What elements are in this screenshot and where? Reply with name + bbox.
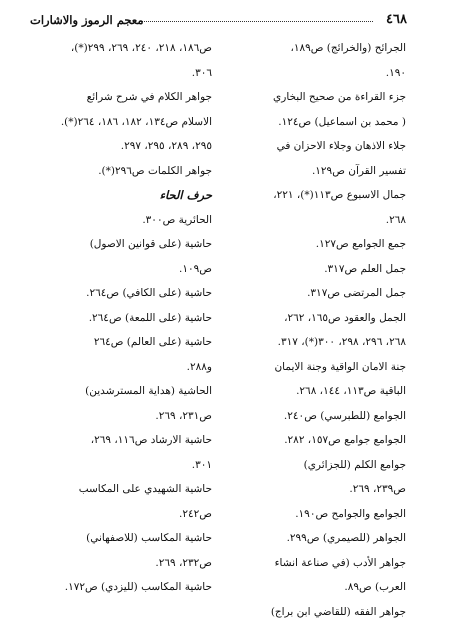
index-line: الجمل والعقود ص١٦٥، ٢٦٢، xyxy=(284,311,406,324)
index-line: ٢٩٥، ٢٨٩، ٢٩٥، ٢٩٧. xyxy=(120,140,212,152)
index-line: حاشية (على قوانين الاصول) xyxy=(89,238,212,250)
index-line: تفسير القرآن ص١٢٩. xyxy=(311,164,406,177)
index-line: جواهر الفقه (للقاضي ابن براج) xyxy=(270,605,406,618)
index-line: جمل العلم ص٣١٧. xyxy=(324,262,406,275)
index-line: حاشية (على اللمعة) ص٢٦٤. xyxy=(88,311,212,324)
running-title: معجم الرموز والاشارات xyxy=(30,13,144,27)
index-line: ٣٠٦. xyxy=(191,66,212,79)
index-line: ( محمد بن اسماعيل) ص١٢٤. xyxy=(278,115,406,128)
index-line: ٣٠١. xyxy=(191,458,212,471)
index-line: و٢٨٨. xyxy=(186,360,212,373)
index-line: جزء القراءة من صحيح البخاري xyxy=(273,91,406,103)
index-line: جنة الامان الواقية وجنة الايمان xyxy=(274,360,406,373)
index-line: ٢٦٨، ٢٩٦، ٢٩٨، ٣٠٠(*)، ٣١٧. xyxy=(277,336,406,348)
index-line: جمال الاسبوع ص١١٣(*)، ٢٢١، xyxy=(273,189,406,201)
index-line: ص٢٣٩، ٢٦٩. xyxy=(349,483,406,495)
index-line: جواهر الأدب (في صناعة انشاء xyxy=(274,556,406,569)
index-line: حاشية الارشاد ص١١٦، ٢٦٩، xyxy=(90,434,212,446)
index-line: العرب) ص٨٩. xyxy=(344,581,406,593)
page-number: ٤٦٨ xyxy=(386,12,407,27)
index-line: الجواهر (للصيمري) ص٢٩٩. xyxy=(286,532,406,544)
index-line: ٢٦٨. xyxy=(385,213,406,226)
index-line: الباقية ص١١٣، ١٤٤، ٢٦٨. xyxy=(296,385,406,397)
index-line: الحاشية (هداية المسترشدين) xyxy=(85,385,212,397)
index-line: الجوامع جوامع ص١٥٧، ٢٨٢. xyxy=(284,434,406,446)
index-line: ص١٨٦، ٢١٨، ٢٤٠، ٢٦٩، ٢٩٩(*)، xyxy=(70,42,212,54)
index-line: ص٢٤٢. xyxy=(179,507,212,520)
index-line: الجوامع والجوامح ص١٩٠. xyxy=(295,507,406,520)
index-line: جلاء الاذهان وجلاء الاحزان في xyxy=(276,140,406,152)
page-header xyxy=(30,12,407,28)
index-line: حاشية المكاسب (لليزدي) ص١٧٢. xyxy=(64,581,212,593)
index-line: الاسلام ص١٣٤، ١٨٢، ١٨٦، ٢٦٤(*). xyxy=(60,115,212,128)
index-line: ص١٠٩. xyxy=(179,262,212,275)
index-line: ص٢٣١، ٢٦٩. xyxy=(155,409,212,422)
index-line: جواهر الكلام في شرح شرائع xyxy=(86,91,212,103)
index-line: الحائرية ص٣٠٠. xyxy=(142,213,212,226)
section-heading: حرف الحاء xyxy=(159,188,212,202)
left-column xyxy=(34,36,212,600)
index-line: جوامع الكلم (للجزائري) xyxy=(303,458,406,471)
index-line: حاشية المكاسب (للاصفهاني) xyxy=(86,532,212,544)
index-line: ص٢٣٢، ٢٦٩. xyxy=(155,556,212,569)
index-line: الجرائح (والخرائج) ص١٨٩، xyxy=(290,42,406,54)
index-line: حاشية الشهيدي على المكاسب xyxy=(78,483,212,495)
index-line: حاشية (على الكافي) ص٢٦٤. xyxy=(86,287,212,299)
index-line: جمع الجوامع ص١٢٧. xyxy=(315,238,406,250)
index-line: حاشية (على العالم) ص٢٦٤ xyxy=(93,336,212,348)
header-dotted-rule xyxy=(142,21,373,22)
index-line: الجوامع (للطبرسي) ص٢٤٠. xyxy=(283,409,406,422)
right-column xyxy=(228,36,406,624)
index-line: جواهر الكلمات ص٢٩٦(*). xyxy=(98,164,212,177)
index-line: ١٩٠. xyxy=(385,66,406,79)
index-line: جمل المرتضى ص٣١٧. xyxy=(307,287,406,299)
